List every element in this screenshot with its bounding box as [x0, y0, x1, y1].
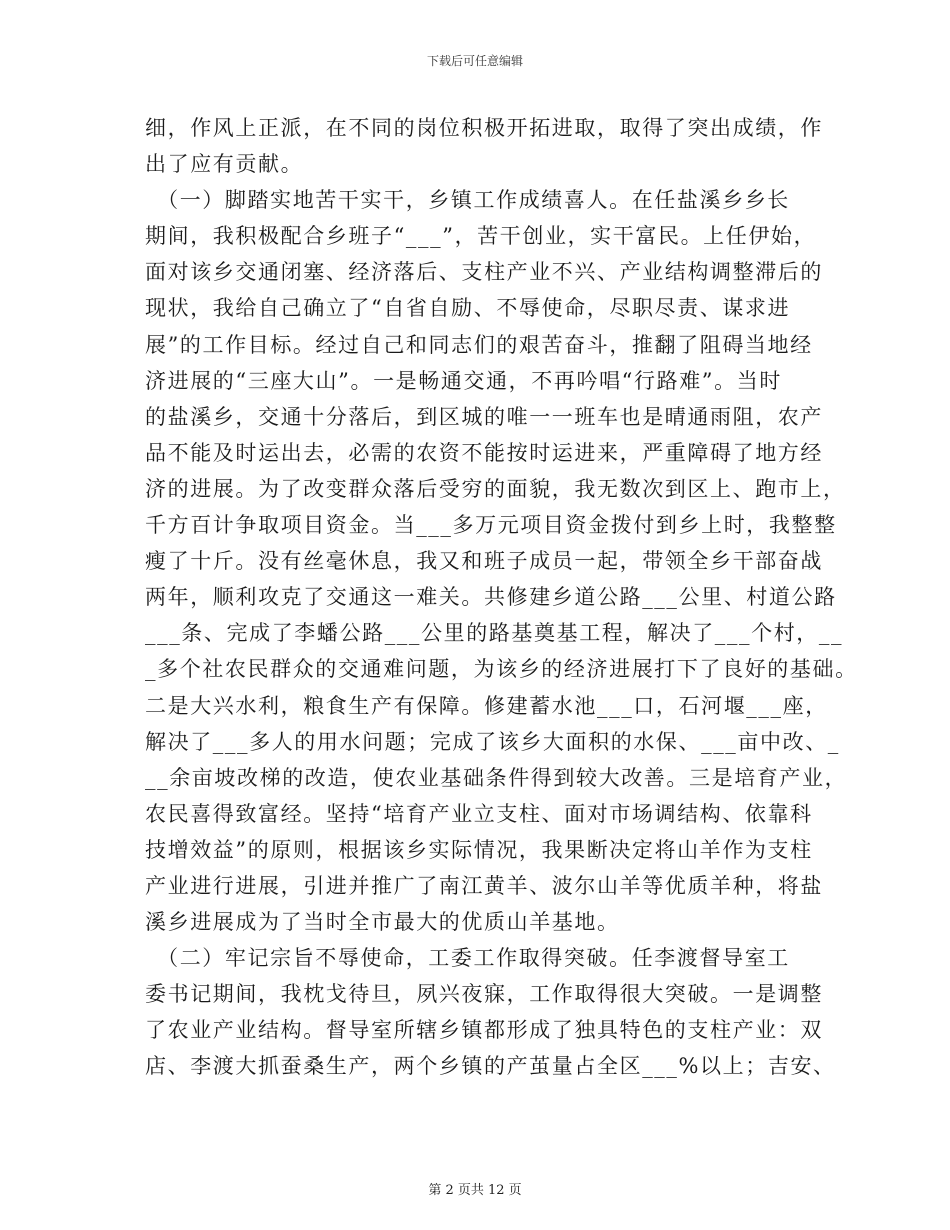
- text-line: 出了应有贡献。: [145, 152, 304, 177]
- text-line: 店、李渡大抓蚕桑生产，两个乡镇的产茧量占全区___%以上；吉安、: [145, 1054, 836, 1079]
- text-line: 期间，我积极配合乡班子“___”，苦干创业，实干富民。上任伊始，: [145, 224, 817, 249]
- text-line: 的盐溪乡，交通十分落后，到区城的唯一一班车也是晴通雨阻，农产: [145, 404, 823, 429]
- text-line: __余亩坡改梯的改造，使农业基础条件得到较大改善。三是培育产业，: [145, 765, 848, 790]
- text-line: 细，作风上正派，在不同的岗位积极开拓进取，取得了突出成绩，作: [145, 116, 823, 140]
- text-line: 产业进行进展，引进并推广了南江黄羊、波尔山羊等优质羊种，将盐: [145, 873, 823, 898]
- text-line: 两年，顺利攻克了交通这一难关。共修建乡道公路___公里、村道公路: [145, 585, 837, 610]
- text-line: 面对该乡交通闭塞、经济落后、支柱产业不兴、产业结构调整滞后的: [145, 260, 823, 285]
- text-line: 农民喜得致富经。坚持“培育产业立支柱、面对市场调结构、依靠科: [145, 801, 813, 826]
- page-header: 下载后可任意编辑: [426, 54, 523, 68]
- text-line: 展”的工作目标。经过自己和同志们的艰苦奋斗，推翻了阻碍当地经: [145, 332, 813, 357]
- text-line: 了农业产业结构。督导室所辖乡镇都形成了独具特色的支柱产业：双: [145, 1018, 823, 1043]
- text-line: ___条、完成了李蟠公路___公里的路基奠基工程，解决了___个村，__: [145, 621, 844, 646]
- text-line: _多个社农民群众的交通难问题，为该乡的经济进展打下了良好的基础。: [145, 657, 858, 682]
- text-line: 现状，我给自己确立了“自省自励、不辱使命，尽职尽责、谋求进: [145, 296, 791, 321]
- text-line: 济进展的“三座大山”。一是畅通交通，不再吟唱“行路难”。当时: [145, 368, 782, 393]
- text-line: 委书记期间，我枕戈待旦，夙兴夜寐，工作取得很大突破。一是调整: [145, 982, 823, 1007]
- text-line: （一）脚踏实地苦干实干，乡镇工作成绩喜人。在任盐溪乡乡长: [145, 188, 790, 213]
- text-line: 瘦了十斤。没有丝毫休息，我又和班子成员一起，带领全乡干部奋战: [145, 549, 823, 574]
- text-line: 溪乡进展成为了当时全市最大的优质山羊基地。: [145, 910, 620, 935]
- text-line: 千方百计争取项目资金。当___多万元项目资金拨付到乡上时，我整整: [145, 513, 837, 538]
- page-footer: 第 2 页共 12 页: [428, 1183, 522, 1198]
- text-line: 解决了___多人的用水问题；完成了该乡大面积的水保、___亩中改、_: [145, 729, 840, 754]
- text-line: 技增效益”的原则，根据该乡实际情况，我果断决定将山羊作为支柱: [145, 837, 813, 862]
- text-line: （二）牢记宗旨不辱使命，工委工作取得突破。任李渡督导室工: [145, 946, 790, 971]
- document-body: [145, 110, 858, 1085]
- text-line: 二是大兴水利，粮食生产有保障。修建蓄水池___口，石河堰___座，: [145, 693, 828, 718]
- text-line: 品不能及时运出去，必需的农资不能按时运进来，严重障碍了地方经: [145, 440, 823, 465]
- text-line: 济的进展。为了改变群众落后受穷的面貌，我无数次到区上、跑市上，: [145, 476, 846, 501]
